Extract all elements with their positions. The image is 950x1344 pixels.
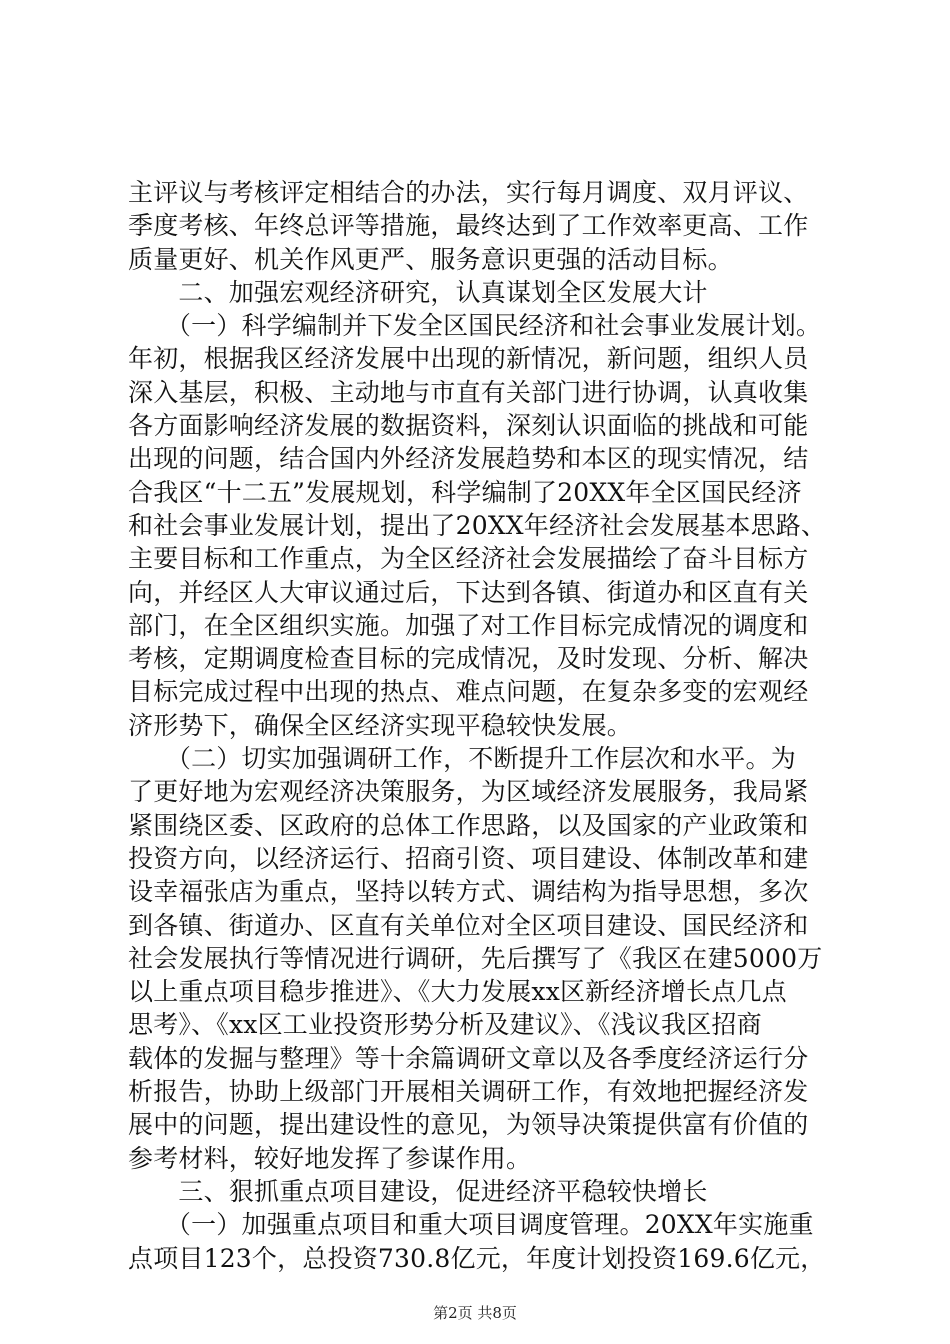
text-line: （一）科学编制并下发全区国民经济和社会事业发展计划。 — [128, 311, 822, 341]
text-line: 部门，在全区组织实施。加强了对工作目标完成情况的调度和 — [128, 610, 809, 640]
text-line: 载体的发掘与整理》等十余篇调研文章以及各季度经济运行分 — [128, 1043, 809, 1073]
text-line: 紧围绕区委、区政府的总体工作思路，以及国家的产业政策和 — [128, 810, 809, 840]
text-line: 析报告，协助上级部门开展相关调研工作，有效地把握经济发 — [128, 1077, 809, 1107]
text-line: 到各镇、街道办、区直有关单位对全区项目建设、国民经济和 — [128, 910, 809, 940]
text-line: 年初，根据我区经济发展中出现的新情况，新问题，组织人员 — [128, 344, 809, 374]
text-line: 参考材料，较好地发挥了参谋作用。 — [128, 1143, 532, 1173]
text-line: 质量更好、机关作风更严、服务意识更强的活动目标。 — [128, 244, 733, 274]
text-line: 季度考核、年终总评等措施，最终达到了工作效率更高、工作 — [128, 211, 809, 241]
text-line: 合我区“十二五”发展规划，科学编制了20XX年全区国民经济 — [128, 477, 802, 507]
text-line: 主评议与考核评定相结合的办法，实行每月调度、双月评议、 — [128, 178, 809, 207]
text-line: 主要目标和工作重点，为全区经济社会发展描绘了奋斗目标方 — [128, 544, 809, 574]
text-line: 社会发展执行等情况进行调研，先后撰写了《我区在建5000万 — [128, 943, 823, 973]
text-line: （一）加强重点项目和重大项目调度管理。20XX年实施重 — [128, 1210, 814, 1240]
text-line: 向，并经区人大审议通过后，下达到各镇、街道办和区直有关 — [128, 577, 809, 607]
body-text — [128, 176, 848, 1275]
text-line: 考核，定期调度检查目标的完成情况，及时发现、分析、解决 — [128, 644, 809, 674]
text-line: 投资方向，以经济运行、招商引资、项目建设、体制改革和建 — [128, 843, 809, 873]
page-footer: 第2页 共8页 — [433, 1304, 517, 1322]
text-line: 点项目123个，总投资730.8亿元，年度计划投资169.6亿元， — [128, 1243, 826, 1273]
text-line: 出现的问题，结合国内外经济发展趋势和本区的现实情况，结 — [128, 444, 809, 474]
text-line: 目标完成过程中出现的热点、难点问题，在复杂多变的宏观经 — [128, 677, 809, 707]
text-line: 以上重点项目稳步推进》、《大力发展xx区新经济增长点几点 — [128, 977, 787, 1007]
text-line: （二）切实加强调研工作，不断提升工作层次和水平。为 — [128, 744, 796, 774]
text-line: 三、狠抓重点项目建设，促进经济平稳较快增长 — [128, 1176, 708, 1206]
text-line: 济形势下，确保全区经济实现平稳较快发展。 — [128, 710, 633, 740]
text-line: 展中的问题，提出建设性的意见，为领导决策提供富有价值的 — [128, 1110, 809, 1140]
text-line: 设幸福张店为重点，坚持以转方式、调结构为指导思想，多次 — [128, 877, 809, 907]
text-line: 各方面影响经济发展的数据资料，深刻认识面临的挑战和可能 — [128, 411, 809, 441]
text-line: 了更好地为宏观经济决策服务，为区域经济发展服务，我局紧 — [128, 777, 809, 807]
text-line: 二、加强宏观经济研究，认真谋划全区发展大计 — [128, 277, 708, 307]
text-line: 和社会事业发展计划，提出了20XX年经济社会发展基本思路、 — [128, 510, 827, 540]
text-line: 思考》、《xx区工业投资形势分析及建议》、《浅议我区招商 — [128, 1010, 762, 1040]
text-line: 深入基层，积极、主动地与市直有关部门进行协调，认真收集 — [128, 377, 809, 407]
